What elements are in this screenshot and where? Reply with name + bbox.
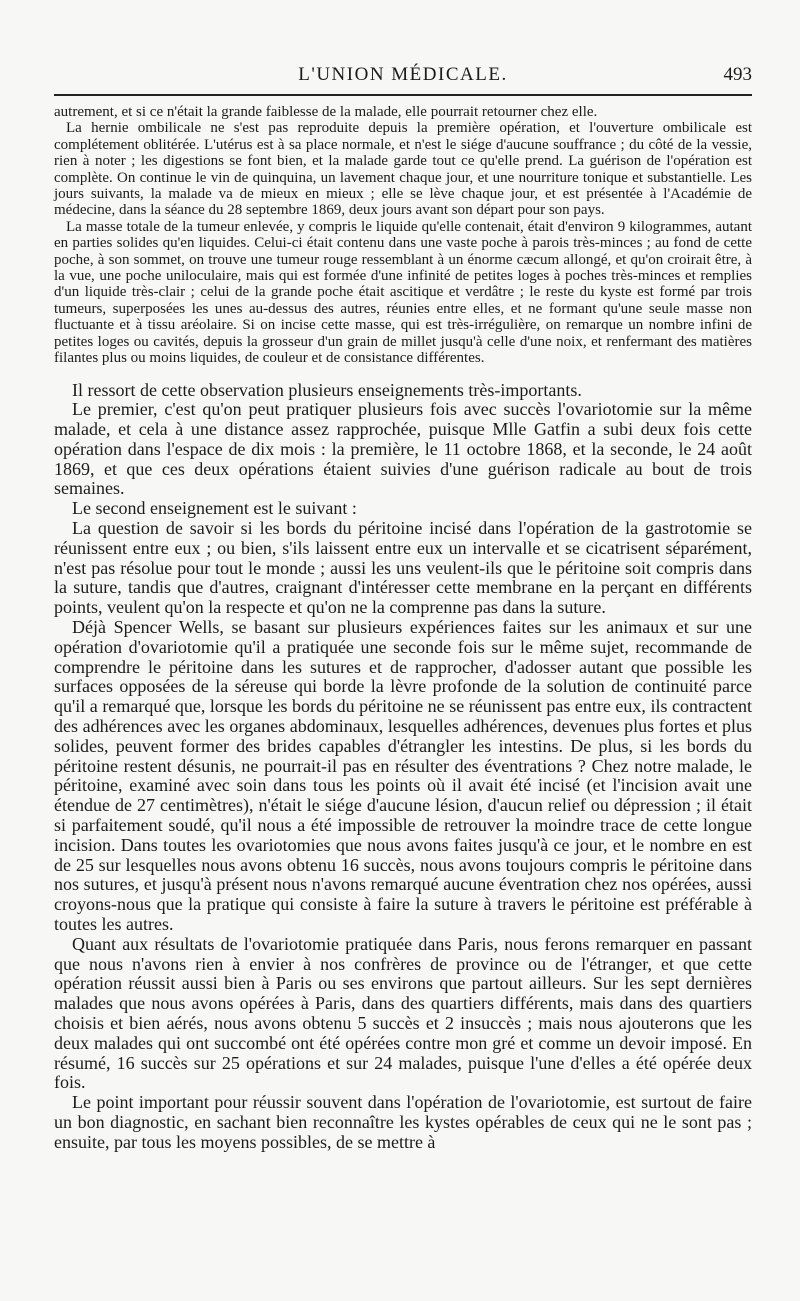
commentary-paragraph: Déjà Spencer Wells, se basant sur plusieurs expériences faites sur les animaux et sur une opération d'ovariotomie qu'il a pratiquée une seconde fois sur le même sujet, recommande de comprendre le péritoine dans les sutures et de rapprocher, d'adosser autant que possible les surfaces opposées de la séreuse qui borde la lèvre profonde de la solution de continuité parce qu'il a remarqué que, lorsque les bords du péritoine ne se réunissent pas entre eux, ils contractent des adhérences avec les organes abdominaux, lesquelles adhérences, devenues plus fortes et plus solides, peuvent former des brides capables d'étrangler les intestins. De plus, si les bords du péritoine restent désunis, ne pourrait-il pas en résulter des éventrations ? Chez notre malade, le péritoine, examiné avec soin dans tous les points où il avait été incisé (et l'incision avait une étendue de 27 centimètres), n'était le siége d'aucune lésion, d'aucun relief ou dépression ; il était si parfaitement soudé, qu'il nous a été impossible de retrouver la moindre trace de cette longue incision. Dans toutes les ovariotomies que nous avons faites jusqu'à ce jour, et le nombre en est de 25 sur lesquelles nous avons obtenu 16 succès, nous avons toujours compris le péritoine dans nos sutures, et jusqu'à présent nous n'avons remarqué aucune éventration chez nos opérées, aussi croyons-nous que la pratique qui consiste à faire la suture à travers le péritoine est préférable à toutes les autres. [54, 617, 752, 935]
commentary-section [54, 381, 752, 1153]
commentary-paragraph: Quant aux résultats de l'ovariotomie pratiquée dans Paris, nous ferons remarquer en passant que nous n'avons rien à envier à nos confrères de province ou de l'étranger, et que cette opération réussit aussi bien à Paris ou ses environs que partout ailleurs. Sur les sept dernières malades que nous avons opérées à Paris, dans des quartiers différents, mais dans des quartiers choisis et bien aérés, nous avons obtenu 5 succès et 2 insuccès ; mais nous ajouterons que les deux malades qui ont succombé ont été opérées contre mon gré et comme un devoir imposé. En résumé, 16 succès sur 25 opérations et sur 24 malades, puisque l'une d'elles a été opérée deux fois. [54, 933, 752, 1093]
case-paragraph: autrement, et si ce n'était la grande faiblesse de la malade, elle pourrait retourner chez elle. [54, 104, 598, 120]
header-rule [54, 94, 752, 96]
commentary-paragraph: Le premier, c'est qu'on peut pratiquer plusieurs fois avec succès l'ovariotomie sur la même malade, et cela à une distance assez rapprochée, puisque Mlle Gatfin a subi deux fois cette opération dans l'espace de dix mois : la première, le 11 octobre 1868, et la seconde, le 24 août 1869, et que ces deux opérations étaient suivies d'une guérison radicale au bout de trois semaines. [54, 399, 752, 499]
commentary-paragraph: La question de savoir si les bords du péritoine incisé dans l'opération de la gastrotomie se réunissent entre eux ; ou bien, s'ils laissent entre eux un intervalle et se cicatrisent séparément, n'est pas résolue pour tout le monde ; aussi les uns veulent-ils que le péritoine soit compris dans la suture, tandis que d'autres, craignant d'intéresser cette membrane en la perçant en différents points, veulent qu'on la respecte et qu'on ne la comprenne pas dans la suture. [54, 518, 752, 618]
commentary-paragraph: Il ressort de cette observation plusieurs enseignements très-importants. [72, 379, 582, 400]
running-title: L'UNION MÉDICALE. [298, 64, 508, 85]
page-number: 493 [723, 64, 752, 85]
page-header [54, 60, 752, 94]
case-report-section [54, 104, 752, 367]
commentary-paragraph: Le point important pour réussir souvent dans l'opération de l'ovariotomie, est surtout de faire un bon diagnostic, en sachant bien reconnaître les kystes opérables de ceux qui ne le sont pas ; ensuite, par tous les moyens possibles, de se mettre à [54, 1092, 752, 1152]
case-paragraph: La hernie ombilicale ne s'est pas reproduite depuis la première opération, et l'ouverture ombilicale est complétement oblitérée. L'utérus est à sa place normale, et n'est le siége d'aucune souffrance ; du côté de la vessie, rien à noter ; les digestions se font bien, et la malade garde tout ce qu'elle prend. La guérison de l'opération est complète. On continue le vin de quinquina, un lavement chaque jour, et une nourriture tonique et substantielle. Les jours suivants, la malade va de mieux en mieux ; elle se lève chaque jour, et est présentée à l'Académie de médecine, dans la séance du 28 septembre 1869, deux jours avant son départ pour son pays. [54, 120, 752, 219]
case-paragraph: La masse totale de la tumeur enlevée, y compris le liquide qu'elle contenait, était d'environ 9 kilogrammes, autant en parties solides qu'en liquides. Celui-ci était contenu dans une vaste poche à parois très-minces ; au fond de cette poche, à son sommet, on trouve une tumeur rouge ressemblant à un énorme cæcum allongé, et qu'on croirait être, à la vue, une poche uniloculaire, mais qui est formée d'une infinité de petites loges à poches très-minces et remplies d'un liquide très-clair ; celui de la grande poche était ascitique et verdâtre ; le reste du kyste est formé par trois tumeurs, superposées les unes au-dessus des autres, réunies entre elles, et ne formant qu'une seule masse non fluctuante et à tissu aréolaire. Si on incise cette masse, qui est très-irrégulière, on remarque un nombre infini de petites loges ou cavités, depuis la grosseur d'un grain de millet jusqu'à celle d'une noix, et renfermant des matières filantes plus ou moins liquides, de couleur et de consistance différentes. [54, 218, 752, 367]
commentary-paragraph: Le second enseignement est le suivant : [72, 498, 357, 519]
